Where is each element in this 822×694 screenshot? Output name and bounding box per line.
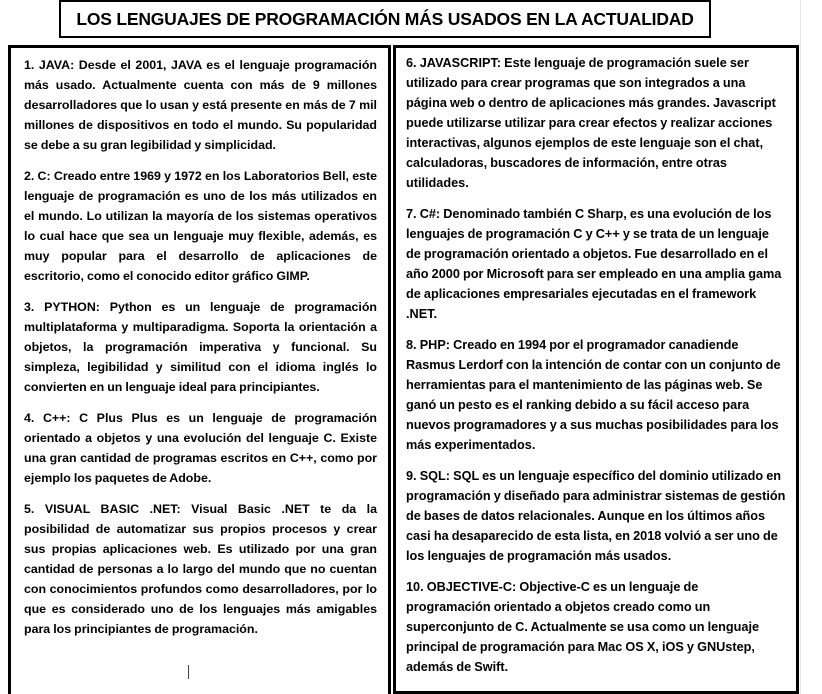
- right-column: [393, 45, 799, 694]
- paragraph-objective-c: 10. OBJECTIVE-C: Objective-C es un lenguaje de programación orientado a objetos creado como un superconjunto de C. Actualmente se usa como un lenguaje principal de programación para Mac OS X, iOS y GNUstep, además de Swift.: [406, 580, 760, 674]
- document-title: LOS LENGUAJES DE PROGRAMACIÓN MÁS USADOS EN LA ACTUALIDAD: [76, 8, 694, 29]
- paragraph-javascript: 6. JAVASCRIPT: Este lenguaje de programación suele ser utilizado para crear programas que son integrados a una página web o dentro de aplicaciones más grandes. Javascript puede utilizarse utilizar para crear efectos y realizar acciones interactivas, algunos ejemplos de este lenguaje son el chat, calculadoras, buscadores de información, entre otras utilidades.: [406, 56, 776, 190]
- paragraph-php: 8. PHP: Creado en 1994 por el programador canadiende Rasmus Lerdorf con la intención de contar con un conjunto de herramientas para el mantenimiento de las páginas web. Se ganó un pesto es el ranking debido a su fácil acceso para nuevos programadores y a sus muchas posibilidades para los más experimentados.: [406, 338, 781, 452]
- title-box: [59, 0, 711, 38]
- paragraph-c: 2. C: Creado entre 1969 y 1972 en los Laboratorios Bell, este lenguaje de programación es uno de los más utilizados en el mundo. Lo utilizan la mayoría de los sistemas operativos lo cual hace que sea un lenguaje muy flexible, además, es muy popular para el desarrollo de aplicaciones de escritorio, como el conocido editor gráfico GIMP.: [24, 169, 377, 283]
- paragraph-cpp: 4. C++: C Plus Plus es un lenguaje de programación orientado a objetos y una evolución del lenguaje C. Existe una gran cantidad de programas escritos en C++, como por ejemplo los paquetes de Adobe.: [24, 411, 377, 485]
- text-cursor: [188, 665, 189, 679]
- paragraph-csharp: 7. C#: Denominado también C Sharp, es una evolución de los lenguajes de programación C y C++ y se trata de un lenguaje de programación orientado a objetos. Fue desarrollado en el año 2000 por Microsoft para ser empleado en una amplia gama de aplicaciones empresariales ejecutadas en el framework .NET.: [406, 207, 782, 321]
- paragraph-java: 1. JAVA: Desde el 2001, JAVA es el lenguaje programación más usado. Actualmente cuenta con más de 9 millones desarrolladores que lo usan y está presente en más de 7 mil millones de dispositivos en todo el mundo. Su popularidad se debe a su gran legibilidad y simplicidad.: [24, 58, 377, 152]
- paragraph-visual-basic: 5. VISUAL BASIC .NET: Visual Basic .NET te da la posibilidad de automatizar sus propios procesos y crear sus propias aplicaciones web. Es utilizado por una gran cantidad de personas a lo largo del mundo que no cuentan con conocimientos profundos como desarrolladores, por lo que es considerado uno de los lenguajes más amigables para los principiantes de programación.: [24, 502, 377, 636]
- paragraph-python: 3. PYTHON: Python es un lenguaje de programación multiplataforma y multiparadigma. Soporta la orientación a objetos, la programación imperativa y funcional. Su simpleza, legibilidad y similitud con el idioma inglés lo convierten en un lenguaje ideal para principiantes.: [24, 300, 377, 394]
- paragraph-sql: 9. SQL: SQL es un lenguaje específico del dominio utilizado en programación y diseñado para administrar sistemas de gestión de bases de datos relacionales. Aunque en los últimos años casi ha desaparecido de esta lista, en 2018 volvió a ser uno de los lenguajes de programación más usados.: [406, 469, 786, 563]
- left-column: [8, 45, 391, 694]
